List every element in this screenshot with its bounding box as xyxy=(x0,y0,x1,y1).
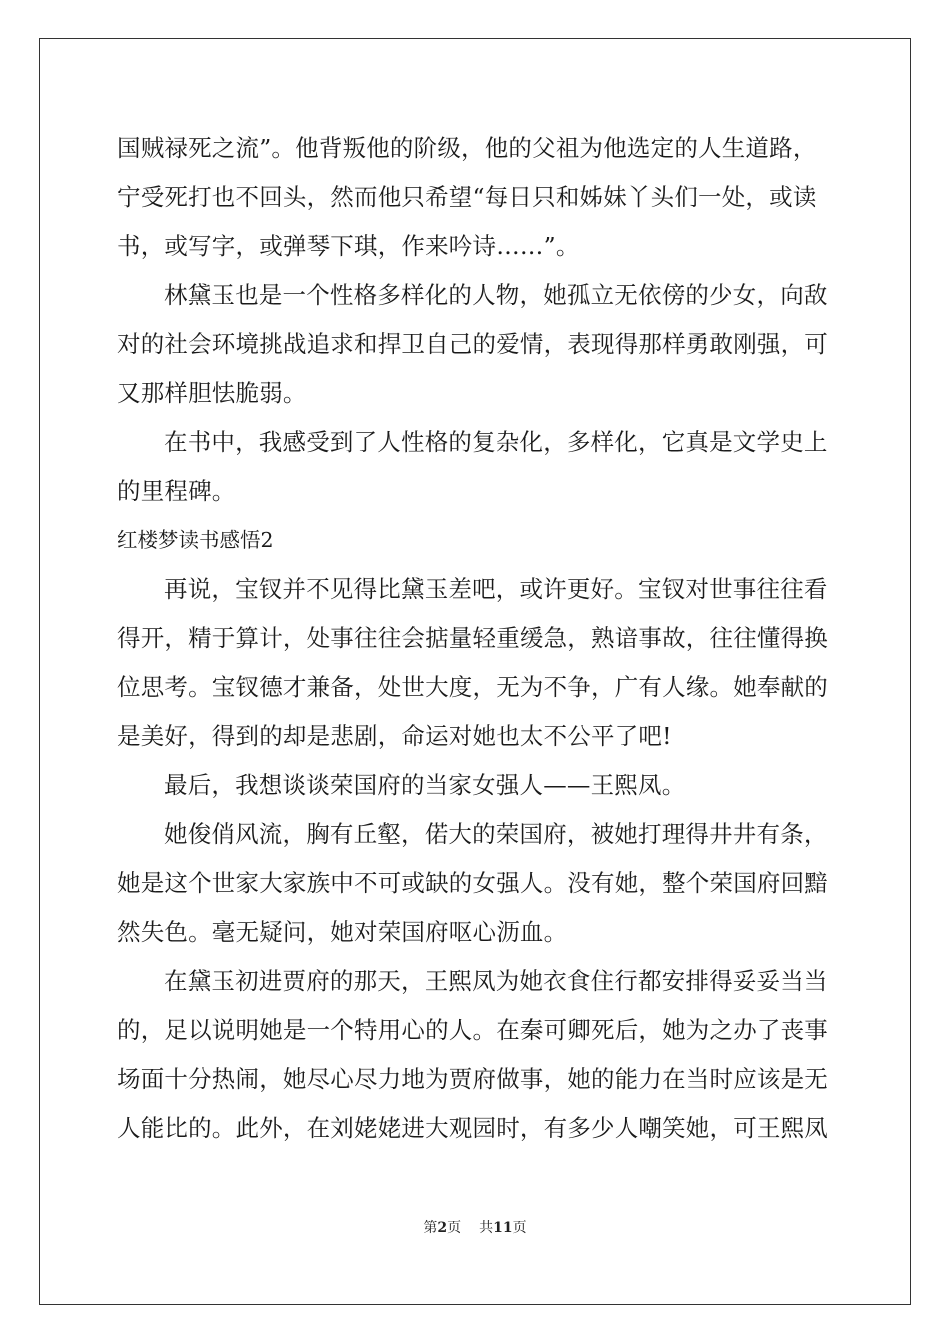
total-label-prefix: 共 xyxy=(479,1220,494,1236)
paragraph-line: 得开，精于算计，处事往往会掂量轻重缓急，熟谙事故，往往懂得换 xyxy=(117,624,828,652)
paragraph-line: 又那样胆怯脆弱。 xyxy=(117,379,307,407)
paragraph-line: 人能比的。此外，在刘姥姥进大观园时，有多少人嘲笑她，可王熙凤 xyxy=(117,1114,828,1142)
page-label-suffix: 页 xyxy=(447,1220,462,1236)
total-label-suffix: 页 xyxy=(512,1220,527,1236)
page-footer xyxy=(0,1217,950,1237)
paragraph-line: 国贼禄死之流”。他背叛他的阶级，他的父祖为他选定的人生道路， xyxy=(117,134,817,162)
page-label-prefix: 第 xyxy=(423,1220,438,1236)
paragraph-line: 然失色。毫无疑问，她对荣国府呕心沥血。 xyxy=(117,918,568,946)
paragraph-line: 的，足以说明她是一个特用心的人。在秦可卿死后，她为之办了丧事 xyxy=(117,1016,828,1044)
paragraph-line: 是美好，得到的却是悲剧，命运对她也太不公平了吧! xyxy=(117,722,672,750)
paragraph-line: 再说，宝钗并不见得比黛玉差吧，或许更好。宝钗对世事往往看 xyxy=(164,575,828,603)
paragraph-line: 在书中，我感受到了人性格的复杂化，多样化，它真是文学史上 xyxy=(164,428,828,456)
document-body xyxy=(117,124,833,1153)
page-number: 2 xyxy=(437,1220,448,1236)
paragraph-line: 在黛玉初进贾府的那天，王熙凤为她衣食住行都安排得妥妥当当 xyxy=(164,967,828,995)
paragraph-line: 位思考。宝钗德才兼备，处世大度，无为不争，广有人缘。她奉献的 xyxy=(117,673,828,701)
paragraph-line: 的里程碑。 xyxy=(117,477,236,505)
paragraph-line: 对的社会环境挑战追求和捍卫自己的爱情，表现得那样勇敢刚强，可 xyxy=(117,330,828,358)
paragraph-line: 书，或写字，或弹琴下琪，作来吟诗……”。 xyxy=(117,232,580,260)
paragraph-line: 最后，我想谈谈荣国府的当家女强人——王熙凤。 xyxy=(164,771,686,799)
paragraph-line: 林黛玉也是一个性格多样化的人物，她孤立无依傍的少女，向敌 xyxy=(164,281,828,309)
paragraph-line: 宁受死打也不回头，然而他只希望“每日只和姊妹丫头们一处，或读 xyxy=(117,183,817,211)
paragraph-line: 她俊俏风流，胸有丘壑，偌大的荣国府，被她打理得井井有条， xyxy=(164,820,828,848)
total-pages: 11 xyxy=(493,1220,513,1236)
section-heading: 红楼梦读书感悟2 xyxy=(117,528,274,552)
paragraph-line: 她是这个世家大家族中不可或缺的女强人。没有她，整个荣国府回黯 xyxy=(117,869,828,897)
paragraph-line: 场面十分热闹，她尽心尽力地为贾府做事，她的能力在当时应该是无 xyxy=(117,1065,828,1093)
